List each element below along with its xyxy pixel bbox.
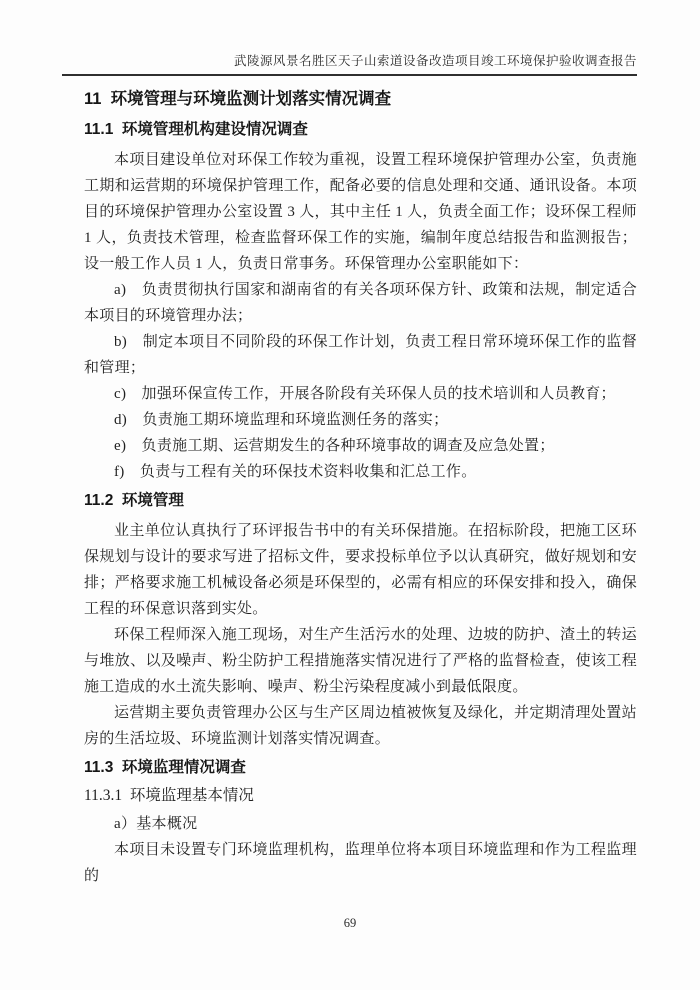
subsection-heading: 11.3 环境监理情况调查 [84, 759, 246, 776]
paragraph: 本项目建设单位对环保工作较为重视，设置工程环境保护管理办公室，负责施工期和运营期的环境保护管理工作，配备必要的信息处理和交通、通讯设备。本项目的环境保护管理办公室设置 3 人，其中主任 1 人，负责全面工作；设环保工程师 1 人，负责技术管理，检查监督环保工作的实施，编制年度总结报告和监测报告；设一般工作人员 1 人，负责日常事务。环保管理办公室职能如下： [84, 152, 637, 272]
section-heading: 11 环境管理与环境监测计划落实情况调查 [84, 90, 392, 108]
paragraph: 环保工程师深入施工现场，对生产生活污水的处理、边坡的防护、渣土的转运与堆放、以及噪声、粉尘防护工程措施落实情况进行了严格的监督检查，使该工程施工造成的水土流失影响、噪声、粉尘污染程度减小到最低限度。 [84, 627, 637, 695]
paragraph: 本项目未设置专门环境监理机构，监理单位将本项目环境监理和作为工程监理的 [84, 842, 637, 884]
list-item: c) 加强环保宣传工作，开展各阶段有关环保人员的技术培训和人员教育； [114, 386, 616, 402]
page-number: 69 [343, 916, 357, 930]
paragraph: 业主单位认真执行了环评报告书中的有关环保措施。在招标阶段，把施工区环保规划与设计的要求写进了招标文件，要求投标单位予以认真研究，做好规划和安排；严格要求施工机械设备必须是环保型的，必需有相应的环保安排和投入，确保工程的环保意识落到实处。 [84, 523, 637, 617]
subsection-heading: 11.2 环境管理 [84, 492, 184, 509]
document-body [84, 88, 637, 889]
list-item: d) 负责施工期环境监理和环境监测任务的落实； [114, 412, 449, 428]
page-footer [0, 916, 700, 931]
paragraph: a）基本概况 [114, 816, 198, 832]
running-header-title: 武陵源风景名胜区天子山索道设备改造项目竣工环境保护验收调查报告 [233, 54, 637, 68]
list-item: e) 负责施工期、运营期发生的各种环境事故的调查及应急处置； [114, 438, 555, 454]
list-item: f) 负责与工程有关的环保技术资料收集和汇总工作。 [114, 464, 477, 480]
list-item: a) 负责贯彻执行国家和湖南省的有关各项环保方针、政策和法规，制定适合本项目的环境管理办法； [84, 282, 637, 324]
subsection-heading: 11.1 环境管理机构建设情况调查 [84, 121, 308, 138]
running-header [62, 54, 637, 76]
list-item: b) 制定本项目不同阶段的环保工作计划，负责工程日常环境环保工作的监督和管理； [84, 334, 637, 376]
paragraph: 运营期主要负责管理办公区与生产区周边植被恢复及绿化，并定期清理处置站房的生活垃圾、环境监测计划落实情况调查。 [84, 705, 637, 747]
subsubsection-heading: 11.3.1 环境监理基本情况 [84, 787, 254, 804]
